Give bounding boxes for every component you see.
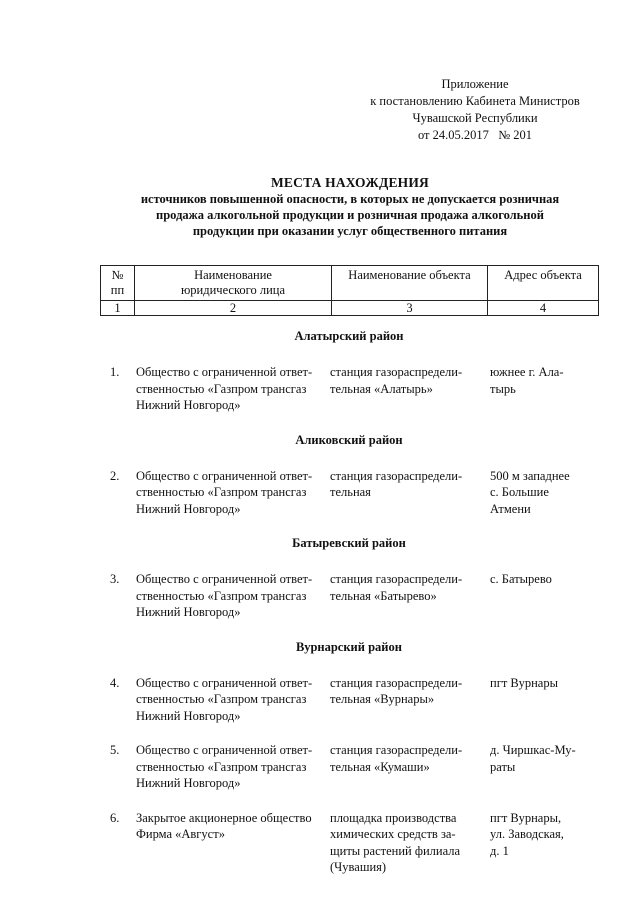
text-line: Нижний Новгород» bbox=[136, 776, 241, 790]
header-cell-number bbox=[101, 266, 135, 301]
row-number: 1. bbox=[110, 365, 120, 379]
text-line: д. Чиршкас-Му- bbox=[490, 743, 576, 757]
text-line: южнее г. Ала- bbox=[490, 365, 564, 379]
table-row bbox=[100, 468, 598, 518]
header-text: № bbox=[111, 268, 124, 282]
text-line: раты bbox=[490, 759, 516, 774]
header-cell-legal-entity bbox=[135, 266, 332, 301]
table-header-row bbox=[101, 266, 599, 301]
text-line: тельная bbox=[330, 485, 371, 499]
text-line: Атмени bbox=[490, 501, 531, 516]
header-text: пп bbox=[110, 283, 125, 297]
document-title bbox=[100, 175, 600, 239]
text-line: станция газораспредели- bbox=[330, 365, 463, 379]
object-address bbox=[490, 364, 598, 414]
object-name bbox=[330, 742, 490, 792]
row-number: 4. bbox=[110, 675, 120, 690]
table-row bbox=[100, 675, 598, 725]
district-heading: Вурнарский район bbox=[296, 639, 402, 654]
district-heading: Батыревский район bbox=[292, 536, 406, 550]
header-cell-object-name: Наименование объекта bbox=[332, 266, 488, 301]
text-line: с. Батырево bbox=[490, 572, 552, 586]
text-line: (Чувашия) bbox=[330, 860, 387, 874]
text-line: тельная «Алатырь» bbox=[330, 381, 433, 396]
text-line: ственностью «Газпром трансгаз bbox=[136, 759, 307, 774]
annex-date-number: от 24.05.2017 № 201 bbox=[417, 128, 533, 142]
object-name bbox=[330, 468, 490, 518]
table-header bbox=[100, 265, 599, 316]
object-name bbox=[330, 364, 490, 414]
text-line: станция газораспредели- bbox=[330, 743, 463, 757]
text-line: пгт Вурнары bbox=[490, 675, 558, 690]
object-address bbox=[490, 810, 598, 876]
object-name bbox=[330, 810, 490, 876]
text-line: ственностью «Газпром трансгаз bbox=[136, 692, 307, 706]
text-line: Нижний Новгород» bbox=[136, 605, 241, 619]
legal-entity-name bbox=[136, 810, 330, 876]
table-column-numbers-row bbox=[101, 301, 599, 316]
title-main: МЕСТА НАХОЖДЕНИЯ bbox=[270, 175, 430, 190]
text-line: Общество с ограниченной ответ- bbox=[136, 743, 313, 757]
table-row bbox=[100, 364, 598, 414]
title-subtitle-line: продажа алкогольной продукции и розничная продажа алкогольной bbox=[156, 208, 544, 222]
text-line: Нижний Новгород» bbox=[136, 398, 241, 412]
text-line: Нижний Новгород» bbox=[136, 501, 241, 516]
text-line: площадка производства bbox=[330, 810, 457, 825]
text-line: Закрытое акционерное общество bbox=[136, 810, 312, 825]
legal-entity-name bbox=[136, 468, 330, 518]
legal-entity-name bbox=[136, 364, 330, 414]
object-address bbox=[490, 468, 598, 518]
text-line: с. Большие bbox=[490, 485, 549, 499]
text-line: щиты растений филиала bbox=[330, 843, 461, 858]
legal-entity-name bbox=[136, 675, 330, 725]
text-line: ственностью «Газпром трансгаз bbox=[136, 588, 307, 603]
legal-entity-name bbox=[136, 742, 330, 792]
header-text: Наименование bbox=[194, 268, 272, 282]
object-name bbox=[330, 571, 490, 621]
title-subtitle-line: источников повышенной опасности, в которых не допускается розничная bbox=[140, 192, 560, 206]
annex-line: к постановлению Кабинета Министров bbox=[370, 94, 580, 108]
legal-entity-name bbox=[136, 571, 330, 621]
text-line: ственностью «Газпром трансгаз bbox=[136, 381, 307, 396]
header-text: юридического лица bbox=[180, 283, 286, 297]
annex-line: Приложение bbox=[441, 77, 509, 91]
column-number: 2 bbox=[135, 301, 332, 316]
district-heading: Алатырский район bbox=[294, 329, 404, 343]
text-line: тельная «Батырево» bbox=[330, 588, 437, 603]
object-address bbox=[490, 742, 598, 792]
title-subtitle-line: продукции при оказании услуг общественного питания bbox=[192, 224, 508, 238]
table-row bbox=[100, 571, 598, 621]
annex-header bbox=[350, 76, 600, 144]
text-line: Общество с ограниченной ответ- bbox=[136, 572, 313, 586]
column-number: 1 bbox=[101, 301, 135, 316]
text-line: ственностью «Газпром трансгаз bbox=[136, 485, 307, 499]
text-line: тырь bbox=[490, 381, 516, 396]
text-line: химических средств за- bbox=[330, 827, 456, 841]
text-line: 500 м западнее bbox=[490, 468, 570, 483]
document-body bbox=[100, 320, 598, 894]
annex-line: Чувашской Республики bbox=[412, 111, 538, 125]
text-line: станция газораспредели- bbox=[330, 468, 463, 483]
object-name bbox=[330, 675, 490, 725]
text-line: тельная «Кумаши» bbox=[330, 759, 430, 774]
text-line: Общество с ограниченной ответ- bbox=[136, 365, 313, 379]
table-row bbox=[100, 742, 598, 792]
text-line: Фирма «Август» bbox=[136, 827, 225, 841]
text-line: Общество с ограниченной ответ- bbox=[136, 675, 313, 690]
object-address bbox=[490, 571, 598, 621]
text-line: станция газораспредели- bbox=[330, 572, 463, 586]
text-line: д. 1 bbox=[490, 843, 509, 858]
text-line: Нижний Новгород» bbox=[136, 708, 241, 723]
text-line: ул. Заводская, bbox=[490, 827, 564, 841]
row-number: 2. bbox=[110, 468, 120, 483]
row-number: 5. bbox=[110, 743, 120, 757]
object-address bbox=[490, 675, 598, 725]
column-number: 3 bbox=[332, 301, 488, 316]
text-line: станция газораспредели- bbox=[330, 675, 463, 690]
column-number: 4 bbox=[488, 301, 599, 316]
header-cell-object-address: Адрес объекта bbox=[488, 266, 599, 301]
text-line: тельная «Вурнары» bbox=[330, 692, 435, 706]
table-row bbox=[100, 810, 598, 876]
text-line: пгт Вурнары, bbox=[490, 810, 562, 825]
district-heading: Аликовский район bbox=[295, 432, 403, 447]
row-number: 6. bbox=[110, 810, 120, 825]
text-line: Общество с ограниченной ответ- bbox=[136, 468, 313, 483]
row-number: 3. bbox=[110, 572, 120, 586]
